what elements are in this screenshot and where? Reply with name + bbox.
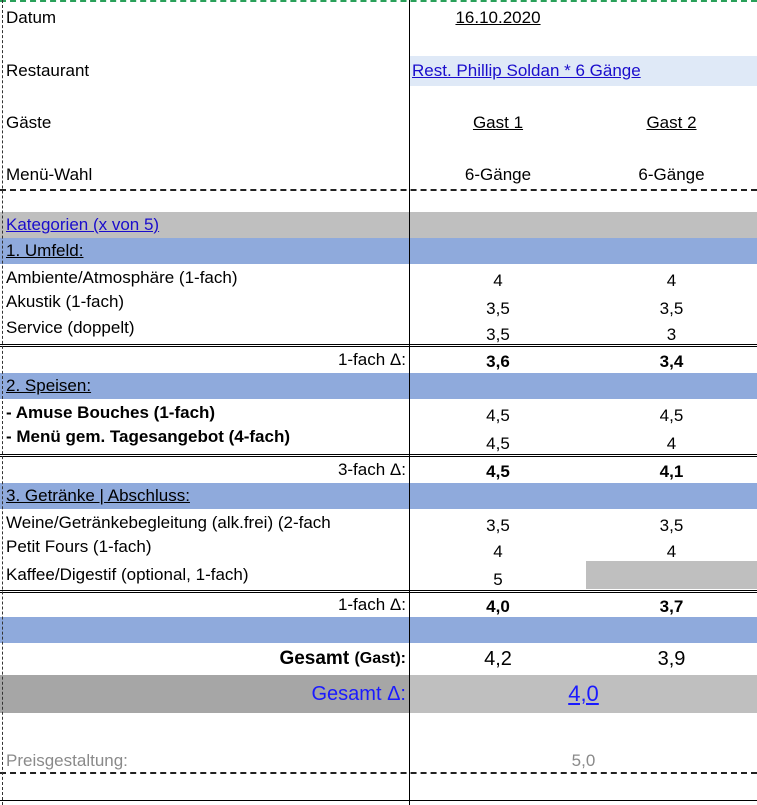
gesamt-delta-row (0, 675, 757, 713)
avg-label[interactable]: 1-fach Δ: (337, 350, 406, 369)
item-label[interactable]: Service (doppelt) (6, 318, 135, 337)
item-label[interactable]: Akustik (1-fach) (6, 292, 125, 311)
avg-row (0, 347, 757, 373)
section-title-row (0, 373, 757, 399)
gesamt-label-sub: (Gast): (354, 650, 406, 667)
item-gast2[interactable]: 4,5 (659, 406, 684, 425)
table-row (0, 318, 757, 344)
item-label[interactable]: - Menü gem. Tagesangebot (4-fach) (6, 427, 290, 446)
restaurant-value[interactable]: Rest. Phillip Soldan * 6 Gänge (410, 56, 757, 86)
item-gast2[interactable]: 3 (666, 325, 677, 344)
gesamt-delta-value[interactable]: 4,0 (568, 681, 599, 706)
gesamt-gast2[interactable]: 3,9 (657, 647, 686, 670)
item-label[interactable]: Petit Fours (1-fach) (6, 537, 152, 556)
item-gast1[interactable]: 4,5 (486, 434, 510, 453)
item-gast1[interactable]: 3,5 (486, 516, 510, 535)
section-title[interactable]: 2. Speisen: (6, 376, 92, 395)
item-gast1[interactable]: 4 (493, 542, 503, 561)
selection-border (0, 0, 757, 2)
avg-gast2[interactable]: 3,4 (659, 352, 684, 371)
item-gast1[interactable]: 3,5 (486, 325, 510, 344)
datum-value[interactable]: 16.10.2020 (455, 8, 541, 27)
row-gaeste (0, 108, 757, 138)
avg-gast2[interactable]: 3,7 (659, 597, 684, 616)
gesamt-row (0, 643, 757, 675)
gesamt-label[interactable] (0, 643, 410, 675)
item-label[interactable]: Weine/Getränkebegleitung (alk.frei) (2-fach (6, 513, 331, 532)
item-gast2[interactable]: 3,5 (659, 516, 684, 535)
item-label[interactable]: Ambiente/Atmosphäre (1-fach) (6, 268, 238, 287)
avg-row (0, 593, 757, 617)
section-title-row (0, 238, 757, 264)
item-gast1[interactable]: 4 (493, 271, 503, 290)
item-gast2[interactable]: 4 (666, 271, 677, 290)
restaurant-label[interactable]: Restaurant (6, 61, 90, 80)
section-title[interactable]: 3. Getränke | Abschluss: (6, 486, 190, 505)
preis-row (0, 748, 757, 774)
table-row (0, 427, 757, 453)
row-menu (0, 160, 757, 190)
avg-label[interactable]: 1-fach Δ: (337, 595, 406, 614)
avg-label[interactable]: 3-fach Δ: (337, 460, 406, 479)
avg-row (0, 457, 757, 483)
gesamt-label-main: Gesamt (279, 648, 350, 669)
bottom-rule (0, 800, 757, 801)
avg-gast1[interactable]: 4,0 (486, 597, 510, 616)
item-label[interactable]: Kaffee/Digestif (optional, 1-fach) (6, 565, 249, 584)
dashed-separator-bottom (0, 772, 757, 774)
datum-label[interactable]: Datum (6, 8, 57, 27)
item-gast2[interactable]: 4 (666, 542, 677, 561)
item-gast1[interactable]: 5 (493, 570, 503, 589)
gast1-header[interactable]: Gast 1 (472, 113, 524, 132)
table-row (0, 509, 757, 537)
table-row (0, 399, 757, 427)
menu-gast1[interactable]: 6-Gänge (464, 165, 532, 184)
gaeste-label[interactable]: Gäste (6, 113, 52, 132)
item-gast2[interactable]: 3,5 (659, 299, 684, 318)
row-restaurant (0, 56, 757, 86)
avg-gast2[interactable]: 4,1 (659, 462, 684, 481)
avg-gast1[interactable]: 3,6 (486, 352, 510, 371)
menu-label[interactable]: Menü-Wahl (6, 165, 93, 184)
preis-label[interactable]: Preisgestaltung: (6, 751, 128, 770)
table-row (0, 537, 757, 561)
row-kategorien (0, 212, 757, 238)
gesamt-delta-label[interactable]: Gesamt Δ: (0, 675, 410, 713)
gesamt-gast1[interactable]: 4,2 (484, 647, 512, 670)
dashed-separator (0, 189, 757, 191)
menu-gast2[interactable]: 6-Gänge (638, 165, 705, 184)
table-row (0, 561, 757, 589)
page-break-line (2, 0, 3, 805)
item-label[interactable]: - Amuse Bouches (1-fach) (6, 403, 216, 422)
item-gast1[interactable]: 3,5 (486, 299, 510, 318)
table-row (0, 264, 757, 292)
gast2-header[interactable]: Gast 2 (646, 113, 697, 132)
column-divider (409, 0, 410, 805)
section-title[interactable]: 1. Umfeld: (6, 241, 84, 260)
item-gast1[interactable]: 4,5 (486, 406, 510, 425)
section-title-row (0, 483, 757, 509)
empty-band (0, 617, 757, 643)
avg-gast1[interactable]: 4,5 (486, 462, 510, 481)
row-datum (0, 2, 757, 32)
kategorien-label[interactable]: Kategorien (x von 5) (6, 215, 160, 234)
table-row (0, 292, 757, 318)
item-gast2[interactable]: 4 (666, 434, 677, 453)
item-gast2-empty[interactable] (586, 561, 757, 589)
preis-value[interactable]: 5,0 (571, 751, 596, 770)
